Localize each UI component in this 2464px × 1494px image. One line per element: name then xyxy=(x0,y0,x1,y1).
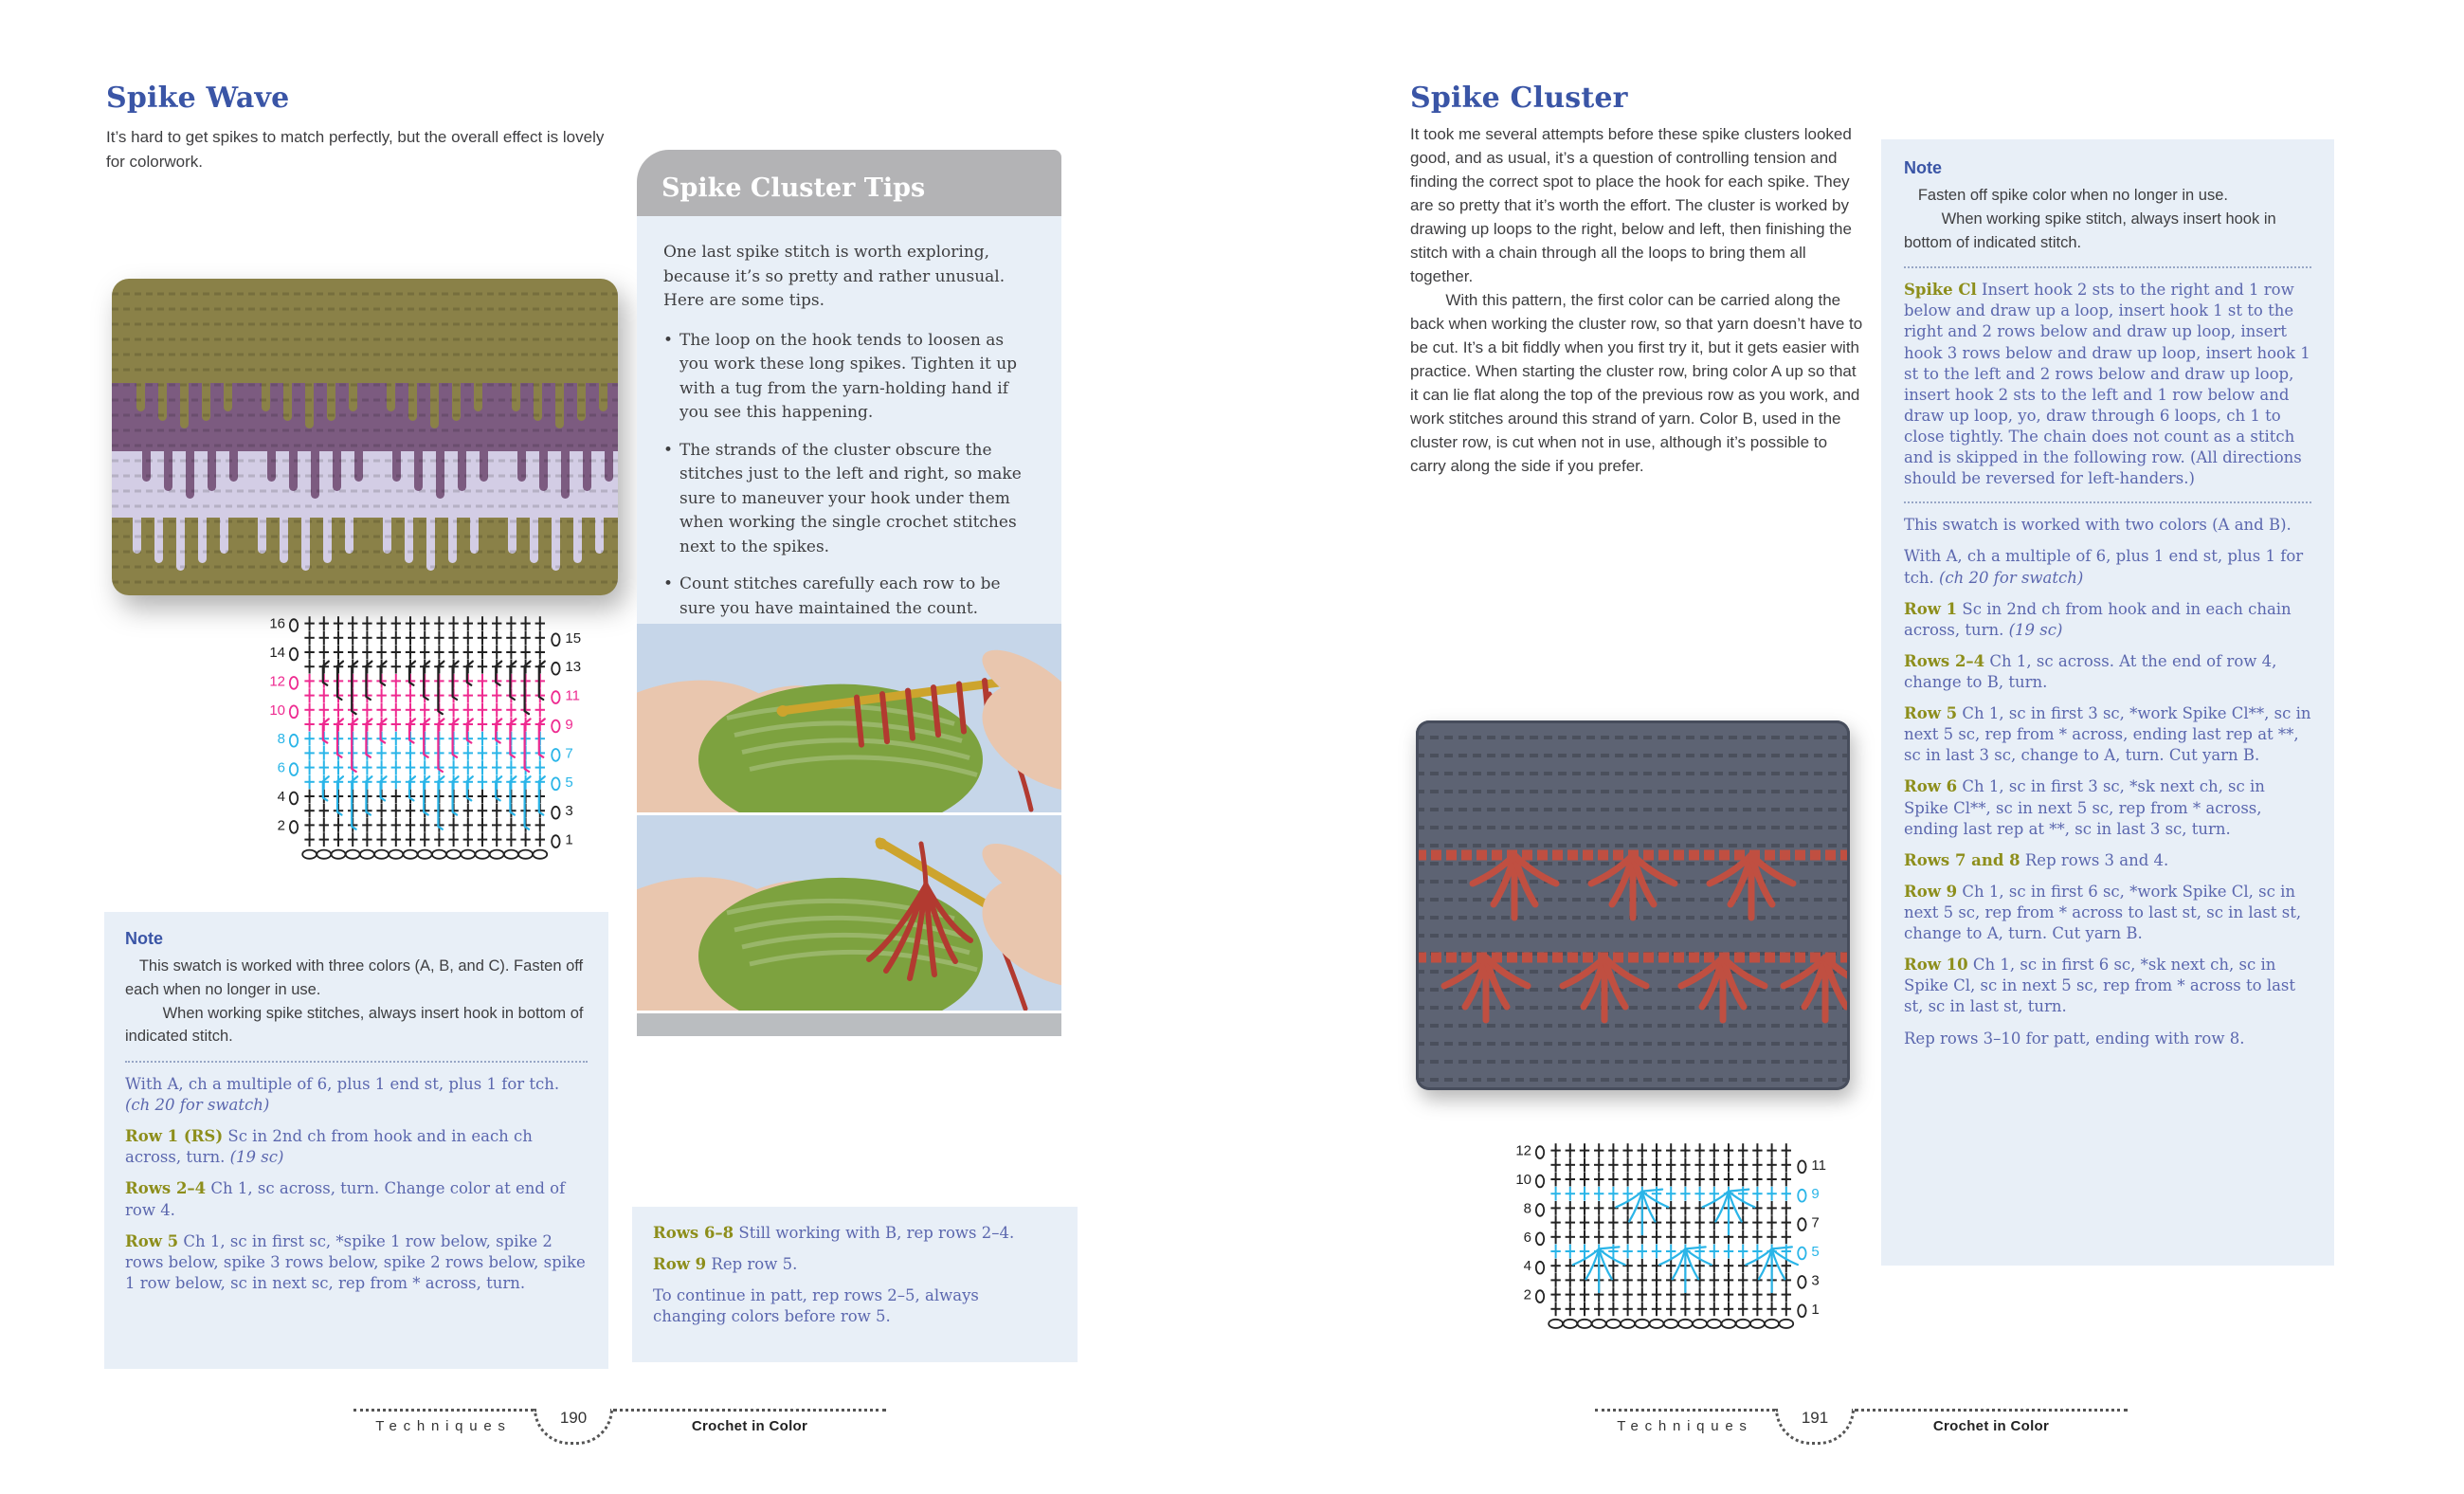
svg-text:12: 12 xyxy=(269,673,285,690)
svg-text:6: 6 xyxy=(277,759,285,776)
pattern-setup: With A, ch a multiple of 6, plus 1 end st, plus 1 for tch. (ch 20 for swatch) xyxy=(1904,547,2304,587)
svg-text:16: 16 xyxy=(269,615,285,632)
pattern-setup: With A, ch a multiple of 6, plus 1 end st, plus 1 for tch. (ch 20 for swatch) xyxy=(125,1075,560,1115)
process-photo-loops-on-hook xyxy=(637,624,1061,812)
spike-wave-stitch-chart xyxy=(268,607,589,865)
tips-intro: One last spike stitch is worth exploring, because it’s so pretty and rather unusual. Here are some tips. xyxy=(663,243,1006,310)
pattern-row-5: Row 5 Ch 1, sc in first sc, *spike 1 row below, spike 2 rows below, spike 3 rows below, spike 2 rows below, spike 1 row below, sc in next sc, rep from * across, turn. xyxy=(125,1231,586,1292)
spike-wave-intro: It’s hard to get spikes to match perfectly, but the overall effect is lovely for colorwork. xyxy=(106,128,605,172)
svg-text:7: 7 xyxy=(1811,1214,1820,1231)
note-text: When working spike stitch, always insert hook in bottom of indicated stitch. xyxy=(1904,210,2276,251)
tips-box-header xyxy=(637,150,1061,216)
svg-text:12: 12 xyxy=(1515,1142,1531,1159)
svg-text:1: 1 xyxy=(565,831,573,848)
swatch-colors-note: This swatch is worked with two colors (A and B). xyxy=(1904,516,2292,535)
tips-list xyxy=(663,329,1035,622)
spike-cl-definition: Spike Cl Insert hook 2 sts to the right and 1 row below and draw up a loop, insert hook 1 st to the right and 2 rows below and draw up loop, insert hook 3 rows below and draw up loop, insert hook 1 st to the left and 2 rows below and draw up loop, insert hook 2 sts to the left and 1 row below and draw up loop, yo, draw through 6 loops, ch 1 to close tightly. The chain does not count as a stitch and is skipped in the following row. (All directions should be reversed for left-handers.) xyxy=(1904,281,2310,488)
footer-section xyxy=(1595,1409,1775,1435)
svg-text:5: 5 xyxy=(565,774,573,791)
process-photo-cluster-drawn-together xyxy=(637,815,1061,1011)
footer-page-number: 190 xyxy=(534,1409,613,1445)
spike-wave-continuation-box xyxy=(632,1207,1078,1362)
pattern-row-1: Row 1 (RS) Sc in 2nd ch from hook and in each ch across, turn. (19 sc) xyxy=(125,1127,533,1167)
pattern-row-1: Row 1 Sc in 2nd ch from hook and in each chain across, turn. (19 sc) xyxy=(1904,599,2292,639)
footer-book xyxy=(613,1409,886,1435)
svg-text:2: 2 xyxy=(277,817,285,834)
note-text: When working spike stitches, always insert hook in bottom of indicated stitch. xyxy=(125,1004,584,1046)
spike-wave-swatch-photo xyxy=(106,273,625,607)
page-title-spike-cluster: Spike Cluster xyxy=(1410,82,1628,115)
footer-book-title: Crochet in Color xyxy=(691,1418,808,1434)
spike-cluster-body-text xyxy=(1410,123,1863,479)
footer-section-label: Techniques xyxy=(1617,1418,1753,1434)
pattern-row-10: Row 10 Ch 1, sc in first 6 sc, *sk next ch, sc in Spike Cl, sc in next 5 sc, rep from * across to last st, sc in last st, turn. xyxy=(1904,956,2296,1016)
svg-text:4: 4 xyxy=(1523,1258,1531,1275)
spike-cluster-swatch-photo xyxy=(1408,713,1861,1103)
pattern-rows-2-4: Rows 2–4 Ch 1, sc across. At the end of row 4, change to B, turn. xyxy=(1904,651,2277,691)
pattern-rows-6-8: Rows 6–8 Still working with B, rep rows 2–4. xyxy=(653,1224,1015,1242)
svg-text:14: 14 xyxy=(269,645,285,661)
spike-cluster-stitch-chart xyxy=(1514,1134,1835,1337)
svg-text:3: 3 xyxy=(1811,1272,1820,1289)
svg-text:11: 11 xyxy=(565,687,580,704)
svg-text:8: 8 xyxy=(277,731,285,748)
dotted-divider xyxy=(125,1061,588,1063)
dotted-divider xyxy=(1904,501,2311,503)
svg-text:10: 10 xyxy=(1515,1172,1531,1188)
svg-text:7: 7 xyxy=(565,745,573,762)
dotted-divider xyxy=(1904,266,2311,268)
svg-text:9: 9 xyxy=(1811,1186,1820,1203)
pattern-rep-line: Rep rows 3–10 for patt, ending with row 8. xyxy=(1904,1029,2245,1048)
svg-text:10: 10 xyxy=(269,701,285,719)
pattern-continue: To continue in patt, rep rows 2–5, always changing colors before row 5. xyxy=(653,1286,979,1326)
pattern-row-5: Row 5 Ch 1, sc in first 3 sc, *work Spike Cl**, sc in next 5 sc, rep from * across, ending last rep at **, sc in last 3 sc, change to A, turn. Cut yarn B. xyxy=(1904,704,2311,765)
body-paragraph: It took me several attempts before these spike clusters looked good, and as usual, it’s a question of controlling tension and finding the correct spot to place the hook for each spike. They are so pretty that it’s worth the effort. The cluster is worked by drawing up loops to the right, below and left, then finishing the stitch with a chain through all the loops to bring them all together. xyxy=(1410,125,1852,285)
svg-text:8: 8 xyxy=(1523,1200,1531,1217)
tips-bullet: • Count stitches carefully each row to be sure you have maintained the count. xyxy=(663,573,1035,621)
svg-text:3: 3 xyxy=(565,803,573,820)
pattern-row-9: Row 9 Ch 1, sc in first 6 sc, *work Spike Cl, sc in next 5 sc, rep from * across to last st, sc in last st, change to A, turn. Cut yarn B. xyxy=(1904,882,2302,943)
tips-box xyxy=(637,216,1061,624)
photo-caption-bar xyxy=(637,1013,1061,1036)
body-paragraph: With this pattern, the first color can be carried along the back when working the cluster row, so that yarn doesn’t have to be cut. It’s a bit fiddly when you first try it, but it gets easier with practice. When starting the cluster row, bring color A up so that it can lie flat along the top of the previous row as you work, and work stitches around this strand of yarn. Color B, used in the cluster row, is cut when not in use, although it’s possible to carry along the side if you prefer. xyxy=(1410,290,1863,475)
pattern-row-6: Row 6 Ch 1, sc in first 3 sc, *sk next ch, sc in Spike Cl**, sc in next 5 sc, rep from * across, ending last rep at **, sc in last 3 sc, turn. xyxy=(1904,777,2265,838)
footer-left-page xyxy=(353,1409,886,1445)
spike-cluster-pattern-box xyxy=(1881,139,2334,1266)
footer-section-label: Techniques xyxy=(375,1418,512,1434)
tips-bullet: • The strands of the cluster obscure the stitches just to the left and right, so make sure to maneuver your hook under them when working the single crochet stitches next to the spikes. xyxy=(663,439,1035,560)
svg-text:11: 11 xyxy=(1811,1157,1826,1174)
footer-section xyxy=(353,1409,534,1435)
pattern-rows-2-4: Rows 2–4 Ch 1, sc across, turn. Change color at end of row 4. xyxy=(125,1179,566,1219)
svg-text:9: 9 xyxy=(565,717,573,733)
tips-bullet: • The loop on the hook tends to loosen as you work these long spikes. Tighten it up with a tug from the yarn-holding hand if you see this happening. xyxy=(663,329,1035,426)
svg-text:4: 4 xyxy=(277,789,285,805)
footer-page-number: 191 xyxy=(1775,1409,1855,1445)
tips-box-title: Spike Cluster Tips xyxy=(661,173,926,203)
page-title-spike-wave: Spike Wave xyxy=(106,82,290,115)
svg-text:6: 6 xyxy=(1523,1229,1531,1246)
svg-text:13: 13 xyxy=(565,659,582,676)
svg-text:15: 15 xyxy=(565,629,582,647)
pattern-row-9: Row 9 Rep row 5. xyxy=(653,1255,798,1274)
svg-text:2: 2 xyxy=(1523,1286,1531,1303)
pattern-rows-7-8: Rows 7 and 8 Rep rows 3 and 4. xyxy=(1904,850,2169,869)
spike-wave-pattern-box xyxy=(104,912,608,1369)
note-text: Fasten off spike color when no longer in use. xyxy=(1917,187,2228,204)
svg-text:1: 1 xyxy=(1811,1301,1820,1318)
note-heading: Note xyxy=(125,929,163,948)
footer-right-page xyxy=(1595,1409,2128,1445)
note-heading: Note xyxy=(1904,158,1942,177)
footer-book xyxy=(1855,1409,2128,1435)
note-text: This swatch is worked with three colors (A, B, and C). Fasten off each when no longer in use. xyxy=(125,957,584,998)
svg-text:5: 5 xyxy=(1811,1244,1820,1260)
footer-book-title: Crochet in Color xyxy=(1932,1418,2050,1434)
